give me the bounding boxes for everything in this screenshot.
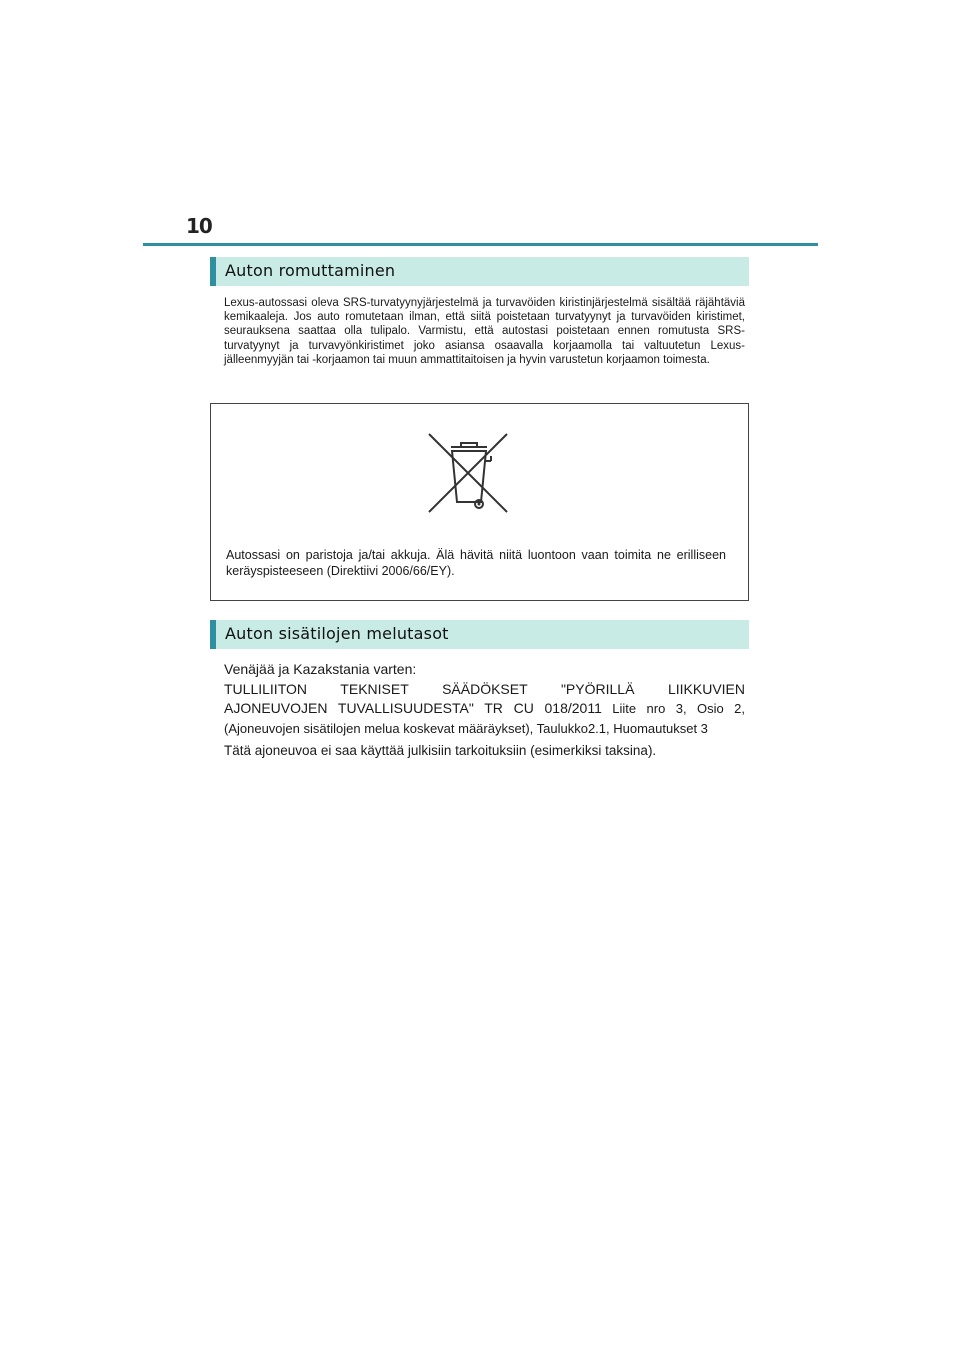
annex-reference: Liite nro 3, Osio 2, (601, 701, 745, 716)
noise-line-4: (Ajoneuvojen sisätilojen melua koskevat määräykset), Taulukko2.1, Huomautukset 3 (224, 720, 708, 736)
section-heading-scrapping (210, 257, 749, 286)
page-number: 10 (186, 214, 212, 238)
public-use-restriction: Tätä ajoneuvoa ei saa käyttää julkisiin tarkoituksiin (esimerkiksi taksina). (224, 743, 657, 758)
scrapping-paragraph: Lexus-autossasi oleva SRS-turvatyynyjärjestelmä ja turvavöiden kiristinjärjestelmä sisältää räjähtäviä kemikaaleja. Jos auto romutetaan ilman, että siitä poistetaan turvatyynyt ja turvavöiden kiristimet, seurauksena saattaa olla tulipalo. Varmistu, että autostasi poistetaan ennen romutusta SRS-turvatyynyt ja turvavyönkiristimet joko asiansa osaavalla korjaamolla tai valtuutetun Lexus-jälleenmyyjän tai -korjaamon tai muun ammattitaitoisen ja hyvin varustetun korjaamon toimesta. (224, 297, 745, 366)
section-title: Auton sisätilojen melutasot (225, 624, 449, 643)
regulation-reference: AJONEUVOJEN TUVALLISUUDESTA" TR CU 018/2011 (224, 700, 602, 716)
noise-regulation-text (224, 660, 745, 738)
battery-notice-text: Autossasi on paristoja ja/tai akkuja. Älä hävitä niitä luontoon vaan toimita ne erilliseen keräyspisteeseen (Direktiivi 2006/66/EY). (226, 548, 726, 578)
noise-line-3 (224, 699, 745, 719)
crossed-out-wheelie-bin-icon (427, 432, 511, 514)
section-title: Auton romuttaminen (225, 261, 396, 280)
noise-line-2: TULLILIITON TEKNISET SÄÄDÖKSET "PYÖRILLÄ LIIKKUVIEN (224, 680, 745, 697)
battery-disposal-notice (210, 403, 749, 601)
header-rule (143, 243, 818, 246)
noise-line-1: Venäjää ja Kazakstania varten: (224, 661, 417, 677)
section-heading-noise-levels (210, 620, 749, 649)
